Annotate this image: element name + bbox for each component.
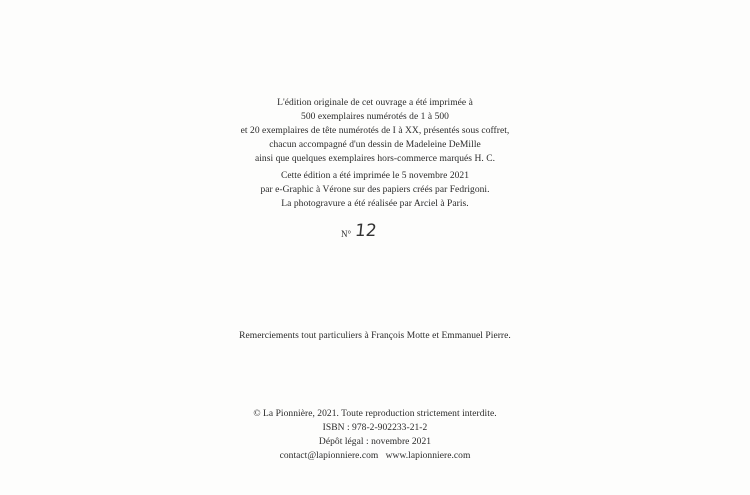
copy-number [341,220,401,244]
acknowledgements-text: Remerciements tout particuliers à François Motte et Emmanuel Pierre. [239,331,511,341]
edition-line: et 20 exemplaires de tête numérotés de I à XX, présentés sous coffret, [240,126,510,136]
edition-statement [0,96,750,166]
isbn-line: ISBN : 978-2-902233-21-2 [322,423,428,433]
printing-line: Cette édition a été imprimée le 5 novembre 2021 [280,171,470,181]
handwritten-copy-number: 12 [353,221,378,241]
acknowledgements [0,329,750,343]
printing-line: La photogravure a été réalisée par Arciel à Paris. [281,199,469,209]
edition-line: ainsi que quelques exemplaires hors-commerce marqués H. C. [254,154,496,164]
edition-line: 500 exemplaires numérotés de 1 à 500 [301,112,449,122]
legal-notice [0,407,750,463]
printing-line: par e-Graphic à Vérone sur des papiers créés par Fedrigoni. [260,185,490,195]
printing-statement [0,169,750,211]
copyright-line: © La Pionnière, 2021. Toute reproduction strictement interdite. [253,409,497,419]
edition-line: chacun accompagné d'un dessin de Madeleine DeMille [269,140,481,150]
legal-deposit-line: Dépôt légal : novembre 2021 [318,437,432,447]
contact-line: contact@lapionniere.com www.lapionniere.com [279,451,471,461]
copy-number-prefix: N° [341,229,352,239]
edition-line: L'édition originale de cet ouvrage a été imprimée à [277,98,473,108]
